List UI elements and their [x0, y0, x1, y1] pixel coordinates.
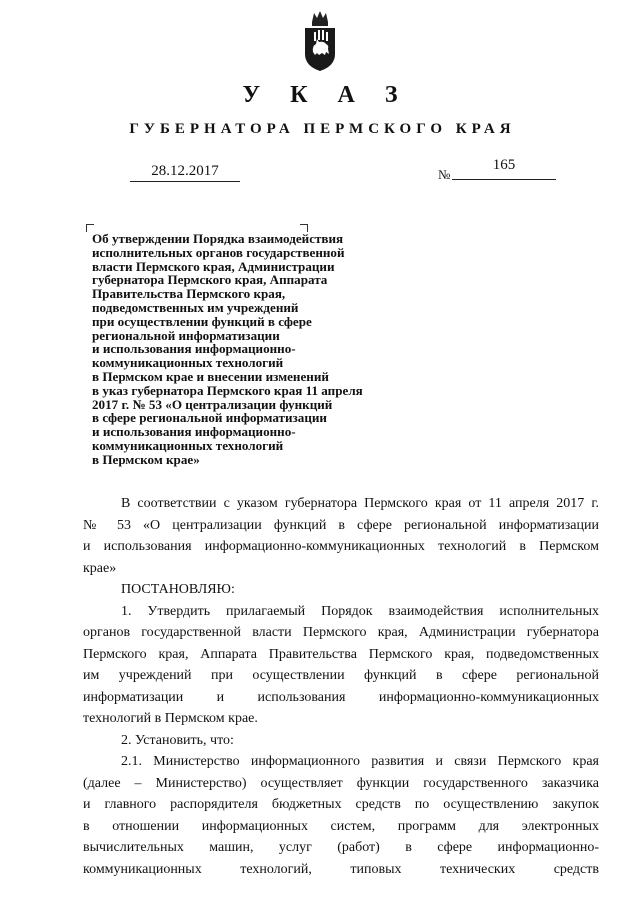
issuer-title: ГУБЕРНАТОРА ПЕРМСКОГО КРАЯ — [129, 121, 516, 137]
subject-line: коммуникационных технологий — [92, 355, 284, 371]
body-line: крае» — [83, 560, 117, 576]
document-body — [83, 493, 599, 880]
body-line: В соответствии с указом губернатора Пермского края от 11 апреля 2017 г. — [121, 496, 599, 511]
body-line: коммуникационных технологий, типовых технических средств — [83, 861, 599, 877]
body-line: вычислительных машин, услуг (работ) в сфере информационно- — [83, 840, 599, 855]
preamble-paragraph — [83, 493, 599, 579]
subject-line: в сфере региональной информатизации — [92, 410, 327, 426]
document-subject — [92, 232, 392, 467]
item-2-1-paragraph — [83, 751, 599, 880]
document-number: 165 — [452, 156, 556, 180]
subject-line: при осуществлении функций в сфере — [92, 313, 312, 329]
body-line: Пермского края, Аппарата Правительства Пермского края, подведомственных — [83, 646, 599, 662]
number-label: № — [438, 167, 451, 182]
subject-line: Правительства Пермского края, — [92, 286, 286, 302]
item-2-heading: 2. Установить, что: — [121, 732, 234, 748]
body-line: 2.1. Министерство информационного развития и связи Пермского края — [121, 754, 599, 769]
subject-line: исполнительных органов государственной — [92, 244, 345, 260]
subject-line: подведомственных им учреждений — [92, 299, 299, 315]
body-line: № 53 «О централизации функций в сфере региональной информатизации — [83, 517, 599, 533]
body-line: 1. Утвердить прилагаемый Порядок взаимодействия исполнительных — [121, 603, 599, 619]
body-line: (далее – Министерство) осуществляет функции государственного заказчика — [83, 775, 599, 791]
body-line: в отношении информационных систем, программ для электронных — [83, 818, 599, 834]
subject-line: региональной информатизации — [92, 327, 280, 343]
document-type-title: У К А З — [242, 82, 410, 108]
body-line: информатизации и использования информационно-коммуникационных — [83, 689, 599, 705]
subject-line: коммуникационных технологий — [92, 437, 284, 453]
subject-line: в Пермском крае» — [92, 451, 200, 467]
emblem-icon — [302, 8, 338, 72]
body-line: и использования информационно-коммуникационных технологий в Пермском — [83, 539, 599, 554]
subject-line: в Пермском крае и внесении изменений — [92, 368, 329, 384]
body-line: органов государственной власти Пермского края, Администрации губернатора — [83, 625, 599, 640]
body-line: технологий в Пермском крае. — [83, 711, 258, 726]
subject-line: власти Пермского края, Администрации — [92, 258, 335, 274]
subject-line: и использования информационно- — [92, 424, 296, 440]
item-1-paragraph — [83, 601, 599, 730]
subject-line: Об утверждении Порядка взаимодействия — [92, 231, 344, 246]
subject-line: 2017 г. № 53 «О централизации функций — [92, 396, 333, 412]
body-line: и главного распорядителя бюджетных средств по осуществлению закупок — [83, 797, 599, 812]
subject-line: и использования информационно- — [92, 341, 296, 357]
document-date: 28.12.2017 — [130, 162, 240, 182]
subject-line: губернатора Пермского края, Аппарата — [92, 272, 328, 288]
body-line: им учреждений при осуществлении функций в сфере региональной — [83, 668, 599, 683]
subject-line: в указ губернатора Пермского края 11 апреля — [92, 382, 363, 398]
resolve-heading: ПОСТАНОВЛЯЮ: — [121, 582, 235, 597]
